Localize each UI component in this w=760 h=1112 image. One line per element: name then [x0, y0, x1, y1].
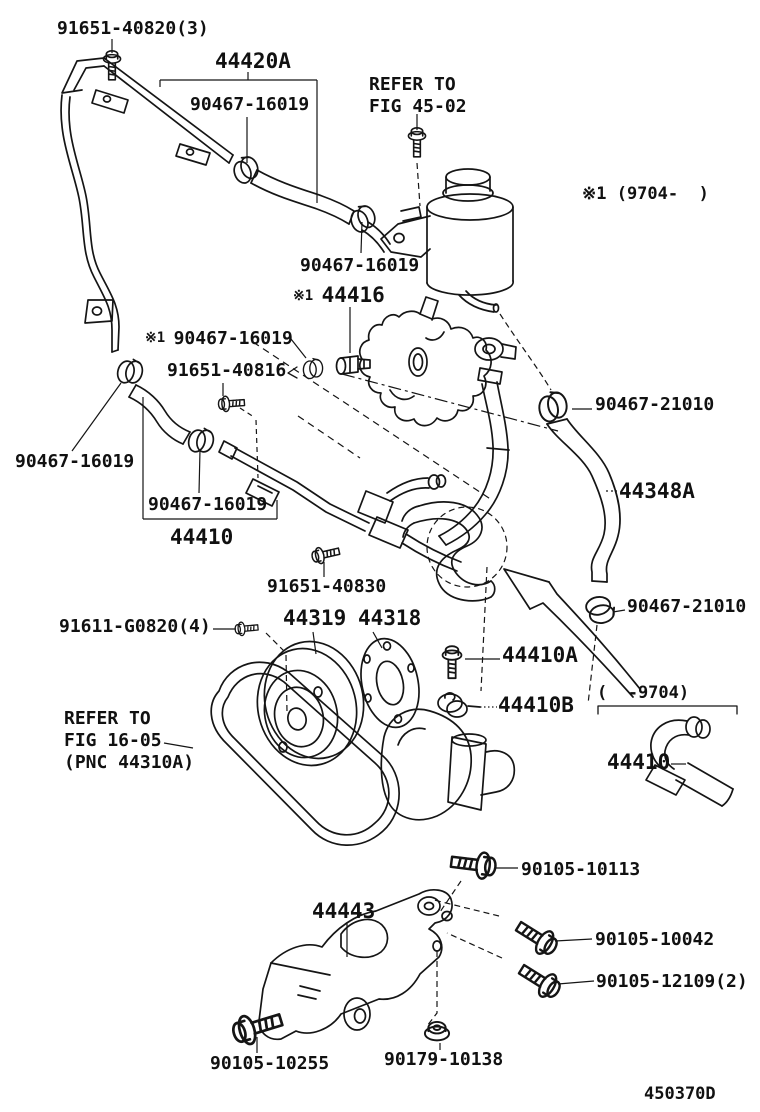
part-label-90467-16019-mid: 90467-16019 [300, 255, 420, 276]
part-label-44410-old: 44410 [607, 750, 671, 774]
figure-code: 450370D [644, 1084, 716, 1104]
gear-housing-drawing [360, 297, 491, 426]
pulley-44319-drawing [245, 631, 376, 776]
clamp-44410B-drawing [438, 693, 480, 717]
part-label-90105-10255: 90105-10255 [210, 1053, 330, 1074]
part-label-44319: 44319 [283, 606, 347, 630]
part-label-90105-12109: 90105-12109(2) [596, 971, 748, 992]
part-label-44318: 44318 [358, 606, 422, 630]
hose-44348A-drawing [537, 390, 620, 625]
connection-arrow [504, 569, 640, 697]
part-label-44416: ※1 44416 [293, 283, 385, 307]
pump-port-drawing [402, 502, 507, 601]
part-label-91651-40816: 91651-40816 [167, 360, 287, 381]
tube-44410-drawing [115, 356, 461, 571]
part-label-44348A: 44348A [619, 479, 695, 503]
part-label-90179-10138: 90179-10138 [384, 1049, 504, 1070]
part-label-91651-40820: 91651-40820(3) [57, 18, 209, 39]
part-label-91651-40830: 91651-40830 [267, 576, 387, 597]
refer-fig16-line3: (PNC 44310A) [64, 752, 195, 773]
refer-fig45-line2: FIG 45-02 [369, 96, 467, 117]
part-label-91611-G0820: 91611-G0820(4) [59, 616, 211, 637]
plate-44318-drawing [353, 633, 426, 733]
part-label-90105-10113: 90105-10113 [521, 859, 641, 880]
part-label-90105-10042: 90105-10042 [595, 929, 715, 950]
part-label-90467-16019-low: 90467-16019 [148, 494, 268, 515]
hose-top-drawing [230, 154, 390, 252]
refer-fig16-line1: REFER TO [64, 708, 151, 729]
part-label-44410: 44410 [170, 525, 234, 549]
reservoir-drawing [381, 169, 513, 312]
stud-44410A-drawing [443, 646, 462, 678]
part-label-44410B: 44410B [498, 693, 574, 717]
star-mark: ※1 [145, 330, 174, 346]
star-mark: ※1 [293, 288, 322, 304]
refer-fig45-line1: REFER TO [369, 74, 456, 95]
pressure-hose-drawing [439, 338, 516, 545]
part-label-90467-16019-star: ※1 90467-16019 [145, 328, 293, 349]
part-label-44410A: 44410A [502, 643, 578, 667]
refer-fig16-line2: FIG 16-05 [64, 730, 162, 751]
part-label-90467-21010-bot: 90467-21010 [627, 596, 747, 617]
part-label-44443: 44443 [312, 899, 376, 923]
part-label-90467-21010-top: 90467-21010 [595, 394, 715, 415]
note-applicability-until: ( -9704) [597, 683, 690, 703]
part-label-90467-16019-top: 90467-16019 [190, 94, 310, 115]
part-label-44420A: 44420A [215, 49, 291, 73]
part-label-90467-16019-left: 90467-16019 [15, 451, 135, 472]
note-applicability-from: ※1 (9704- ) [582, 184, 709, 204]
bolt-icon [230, 621, 565, 1048]
